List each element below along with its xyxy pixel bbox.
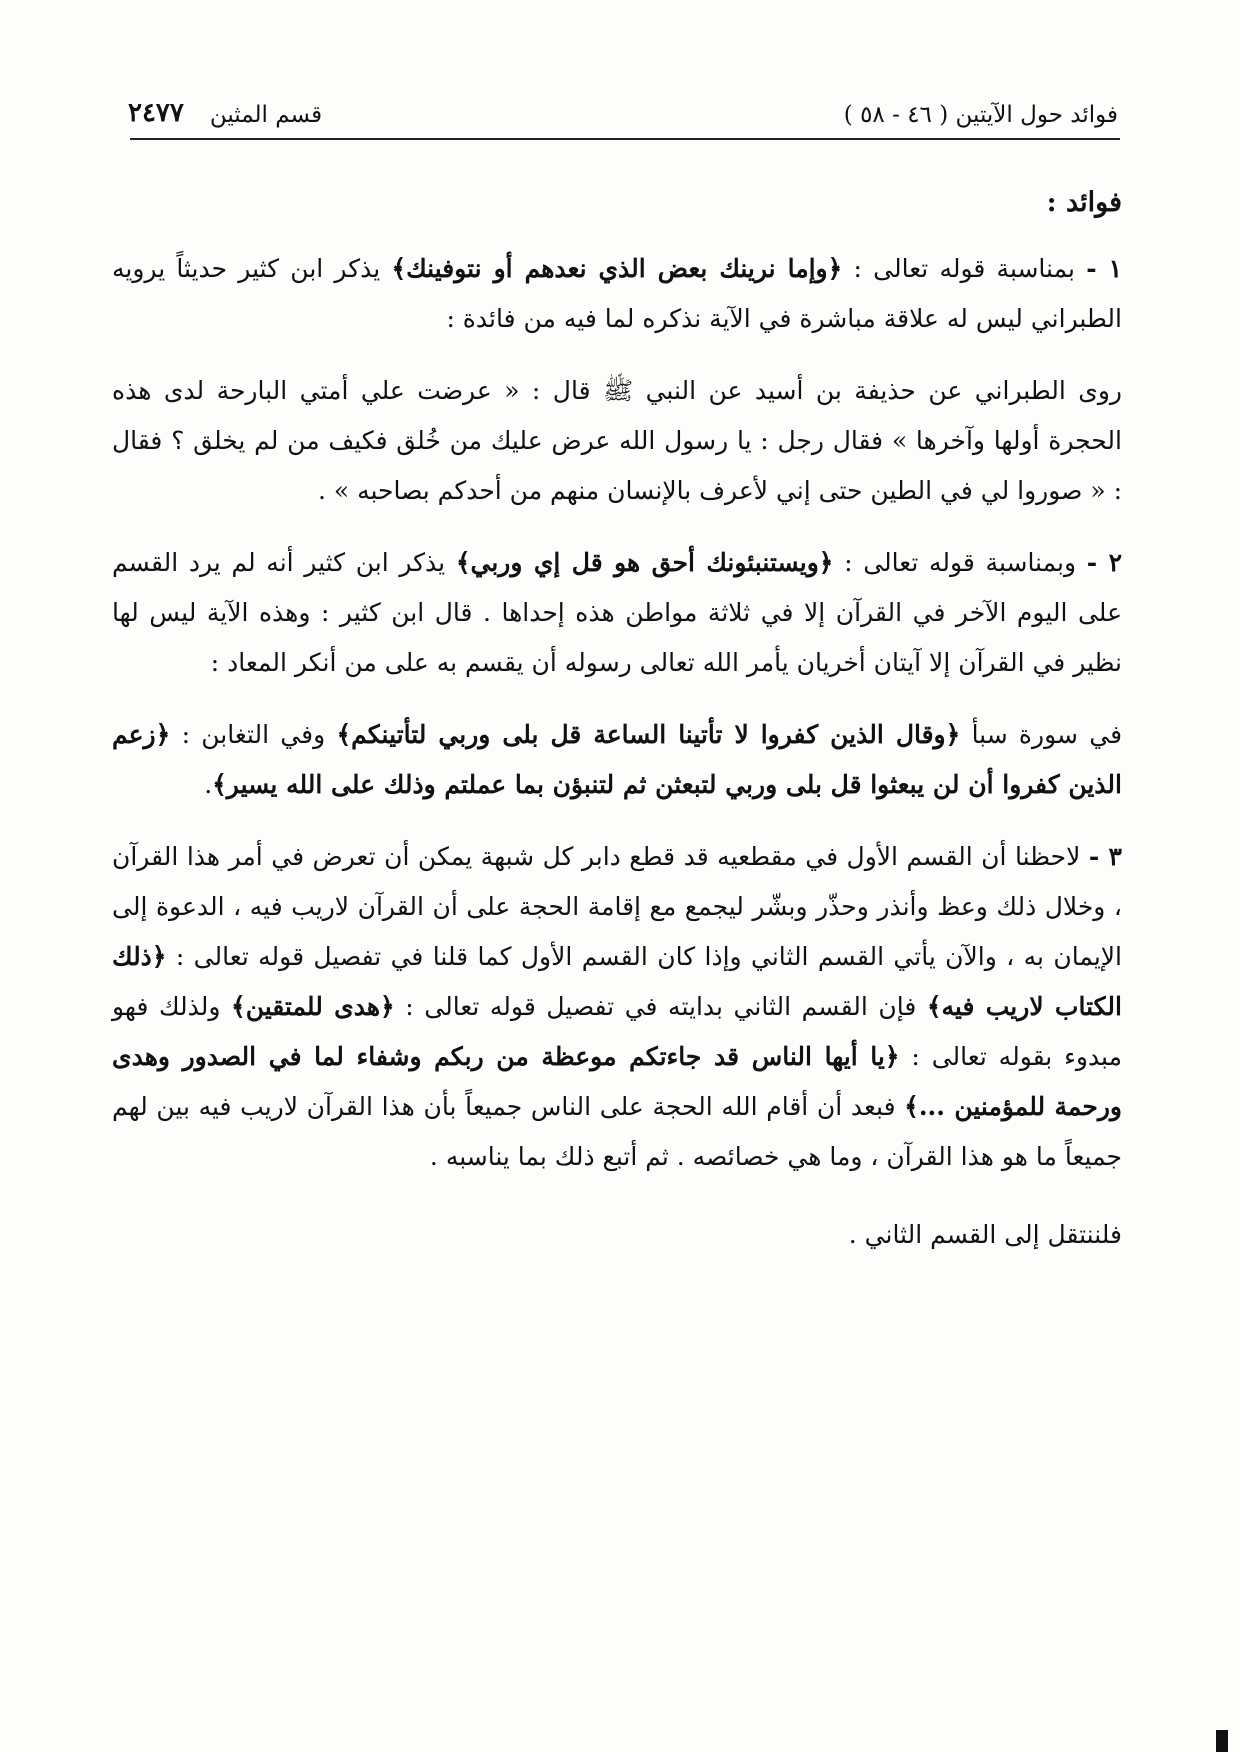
paragraph-text: لاحظنا أن القسم الأول في مقطعيه قد قطع دابر كل شبهة يمكن أن تعرض في أمر هذا القرآن ، وخلال ذلك وعظ وأنذر وحذّر وبشّر ليجمع مع إقامة الحجة على أن القرآن لاريب فيه ، الدعوة إلى الإيمان به ، والآن يأتي القسم الثاني وإذا كان القسم الأول كما قلنا في تفصيل قوله تعالى : xyxy=(112,842,1122,971)
quran-open-bracket: ﴿ xyxy=(151,942,167,971)
page-body xyxy=(112,178,1122,1282)
paragraph-text: فإن القسم الثاني بدايته في تفصيل قوله تعالى : xyxy=(405,992,917,1021)
closing-line: فلننتقل إلى القسم الثاني . xyxy=(848,1220,1122,1249)
paragraph-2b xyxy=(112,710,1122,810)
paragraph-text: يذكر ابن كثير أنه لم يرد القسم على اليوم الآخر في القرآن إلا في ثلاثة مواطن هذه إحداها . قال ابن كثير : وهذه الآية ليس لها نظير في القرآن إلا آيتان أخريان يأمر الله تعالى رسوله أن يقسم به على من أنكر المعاد : xyxy=(112,548,1122,677)
quran-open-bracket: ﴿ xyxy=(827,254,843,283)
scan-corner-mark xyxy=(1216,1730,1228,1752)
header-rule xyxy=(130,138,1120,140)
paragraph-text: في سورة سبأ xyxy=(971,720,1123,749)
paragraph-text: وبمناسبة قوله تعالى : xyxy=(844,548,1077,577)
quran-close-bracket: ﴾ xyxy=(391,254,407,283)
running-title: فوائد حول الآيتين ( ٤٦ - ٥٨ ) xyxy=(843,102,1118,128)
quran-open-bracket: ﴿ xyxy=(884,1042,900,1071)
quran-verse: ويستنبئونك أحق هو قل إي وربي xyxy=(470,548,819,577)
quran-open-bracket: ﴿ xyxy=(945,720,961,749)
page-header xyxy=(128,84,1118,128)
section-heading: فوائد : xyxy=(1046,187,1122,218)
quran-verse: هدى للمتقين xyxy=(245,992,381,1021)
paragraph-number: ٢ - xyxy=(1086,548,1123,577)
paragraph-number: ١ - xyxy=(1086,254,1123,283)
quran-verse: زعم الذين كفروا أن لن يبعثوا قل بلى وربي لتبعثن ثم لتنبؤن بما عملتم وذلك على الله يسير xyxy=(112,720,1122,799)
quran-close-bracket: ﴾ xyxy=(904,1092,919,1121)
quran-close-bracket: ﴾ xyxy=(926,992,942,1021)
paragraph-1 xyxy=(112,244,1122,344)
header-left-group xyxy=(128,98,322,128)
quran-open-bracket: ﴿ xyxy=(380,992,395,1021)
quran-close-bracket: ﴾ xyxy=(336,720,352,749)
quran-open-bracket: ﴿ xyxy=(818,548,834,577)
paragraph-hadith: روى الطبراني عن حذيفة بن أسيد عن النبي ﷺ قال : « عرضت علي أمتي البارحة لدى هذه الحجرة أولها وآخرها » فقال رجل : يا رسول الله عرض عليك من خُلق فكيف من لم يخلق ؟ فقال : « صوروا لي في الطين حتى إني لأعرف بالإنسان منهم من أحدكم بصاحبه » . xyxy=(112,376,1122,505)
paragraph-3 xyxy=(112,832,1122,1182)
section-name: قسم المثين xyxy=(209,102,323,128)
quran-close-bracket: ﴾ xyxy=(231,992,246,1021)
quran-close-bracket: ﴾ xyxy=(455,548,471,577)
quran-verse: يا أيها الناس قد جاءتكم موعظة من ربكم وشفاء لما في الصدور وهدى ورحمة للمؤمنين ... xyxy=(112,1042,1122,1121)
quran-open-bracket: ﴿ xyxy=(155,720,171,749)
quran-close-bracket: ﴾ xyxy=(212,770,227,799)
paragraph-text: ولذلك فهو مبدوء بقوله تعالى : xyxy=(112,992,1122,1071)
quran-verse: ذلك الكتاب لاريب فيه xyxy=(112,942,1122,1021)
paragraph-text: يذكر ابن كثير حديثاً يرويه الطبراني ليس له علاقة مباشرة في الآية نذكره لما فيه من فائدة : xyxy=(112,254,1122,333)
paragraph-2 xyxy=(112,538,1122,688)
paragraph-number: ٣ - xyxy=(1088,842,1122,871)
page-number: ٢٤٧٧ xyxy=(128,98,184,128)
paragraph-text: فبعد أن أقام الله الحجة على الناس جميعاً بأن هذا القرآن لاريب فيه بين لهم جميعاً ما هو هذا القرآن ، وما هي خصائصه . ثم أتبع ذلك بما يناسبه . xyxy=(112,1092,1122,1171)
paragraph-text: وفي التغابن : xyxy=(181,720,326,749)
paragraph-text: بمناسبة قوله تعالى : xyxy=(853,254,1076,283)
quran-verse: وقال الذين كفروا لا تأتينا الساعة قل بلى وربي لتأتينكم xyxy=(351,720,946,749)
paragraph-text: . xyxy=(204,770,213,799)
quran-verse: وإما نرينك بعض الذي نعدهم أو نتوفينك xyxy=(406,254,828,283)
